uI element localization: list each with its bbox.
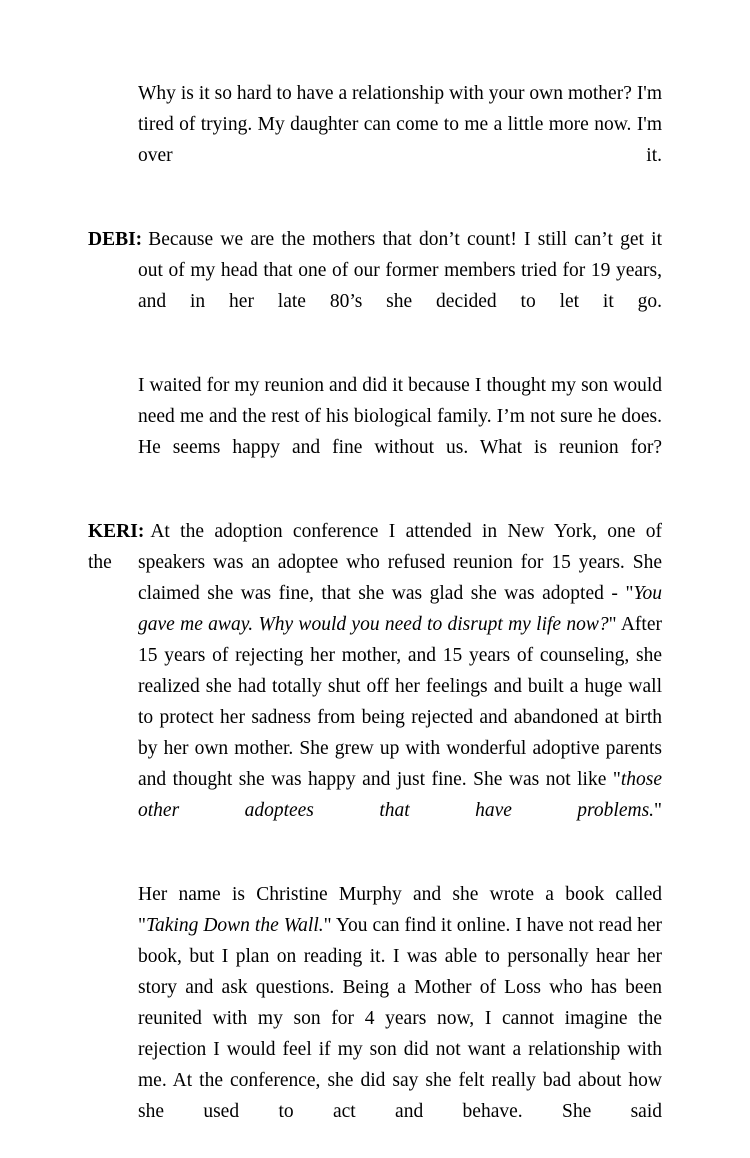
- gutter-word-the: the: [88, 552, 112, 573]
- quoted-italic-you-gave-me-away: You gave me away. Why would you need to disrupt my life now?: [138, 583, 662, 635]
- speaker-label-keri: KERI:: [88, 521, 145, 542]
- paragraph-opening: [88, 78, 662, 202]
- paragraph-keri-1-text-c: ": [654, 800, 662, 821]
- paragraph-keri-1-text-a: At the adoption conference I attended in New York, one of speakers was an adoptee who refused reunion for 15 years. She claimed she was fine, that she was glad she was adopted - ": [138, 521, 662, 604]
- paragraph-keri-2-text-a: Her name is Christine Murphy and she wrote a book called ": [138, 884, 662, 936]
- document-text-column: [88, 78, 662, 1158]
- paragraph-keri-2-text-b: " You can find it online. I have not read her book, but I plan on reading it. I was able to personally hear her story and ask questions. Being a Mother of Loss who has been reunited with my son for 4 years now, I cannot imagine the rejection I would feel if my son did not want a relationship with me. At the conference, she did say she felt really bad about how she used to act and behave. She said: [138, 915, 662, 1122]
- paragraph-debi-2: [88, 370, 662, 494]
- paragraph-keri-2: [88, 879, 662, 1158]
- paragraph-keri-1: [88, 516, 662, 857]
- paragraph-debi-1: [88, 224, 662, 348]
- paragraph-opening-text: Why is it so hard to have a relationship with your own mother? I'm tired of trying. My daughter can come to me a little more now. I'm over it.: [138, 83, 662, 166]
- paragraph-keri-1-text-b: " After 15 years of rejecting her mother, and 15 years of counseling, she realized she had totally shut off her feelings and built a huge wall to protect her sadness from being rejected and abandoned at birth by her own mother. She grew up with wonderful adoptive parents and thought she was happy and just fine. She was not like ": [138, 614, 662, 790]
- quoted-italic-those-other-adoptees: those other adoptees that have problems.: [138, 769, 662, 821]
- book-title-taking-down-the-wall: Taking Down the Wall.: [145, 915, 324, 936]
- paragraph-debi-1-text: Because we are the mothers that don’t count! I still can’t get it out of my head that one of our former members tried for 19 years, and in her late 80’s she decided to let it go.: [138, 229, 662, 312]
- paragraph-debi-2-text: I waited for my reunion and did it because I thought my son would need me and the rest of his biological family. I’m not sure he does. He seems happy and fine without us. What is reunion for?: [138, 375, 662, 458]
- speaker-label-debi: DEBI:: [88, 229, 143, 250]
